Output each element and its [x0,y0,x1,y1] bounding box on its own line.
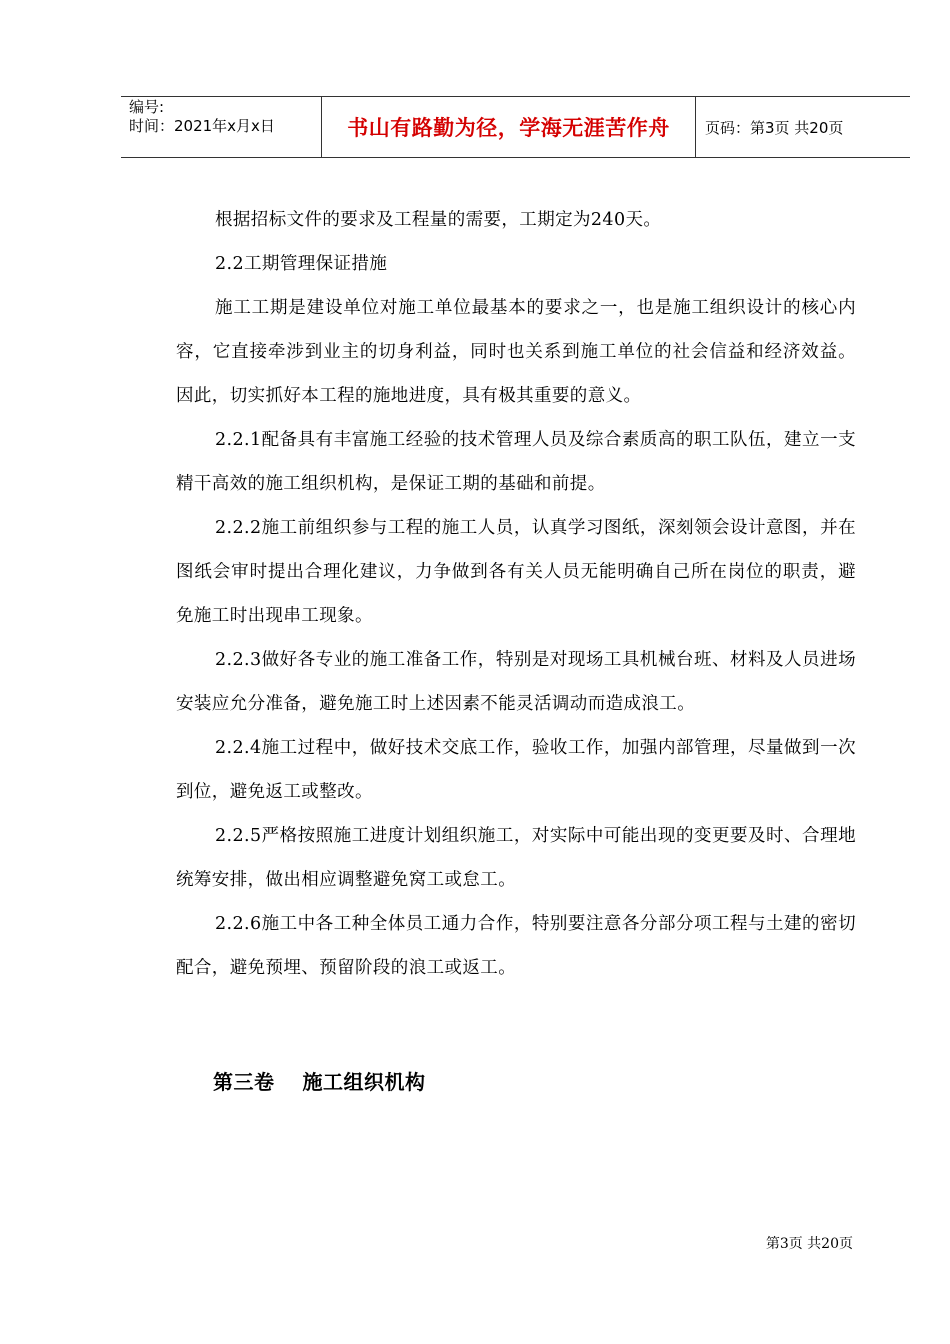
header-meta-cell [121,97,321,157]
paragraph: 根据招标文件的要求及工程量的需要，工期定为240天。 [215,210,662,230]
header-motto: 书山有路勤为径，学海无涯苦作舟 [347,116,670,140]
page-footer: 第3页 共20页 [765,1236,853,1252]
paragraph: 2.2.5严格按照施工进度计划组织施工，对实际中可能出现的变更要及时、合理地统筹安排，做出相应调整避免窝工或怠工。 [176,826,856,890]
paragraph: 施工工期是建设单位对施工单位最基本的要求之一，也是施工组织设计的核心内容，它直接牵涉到业主的切身利益，同时也关系到施工单位的社会信益和经济效益。因此，切实抓好本工程的施地进度，具有极其重要的意义。 [176,298,856,406]
header-page-cell [695,97,910,157]
paragraph: 2.2.4施工过程中，做好技术交底工作，验收工作，加强内部管理，尽量做到一次到位，避免返工或整改。 [176,738,856,802]
section-volume: 第三卷 [213,1070,275,1094]
section-title: 施工组织机构 [302,1070,426,1094]
header-page-code: 页码：第3页 共20页 [705,118,844,137]
document-body [176,198,856,990]
paragraph: 2.2.1配备具有丰富施工经验的技术管理人员及综合素质高的职工队伍，建立一支精干高效的施工组织机构，是保证工期的基础和前提。 [176,430,856,494]
header-motto-cell [321,97,696,157]
paragraph: 2.2.3做好各专业的施工准备工作，特别是对现场工具机械台班、材料及人员进场安装应允分准备，避免施工时上述因素不能灵活调动而造成浪工。 [176,650,856,714]
page-header [121,96,910,158]
paragraph: 2.2.6施工中各工种全体员工通力合作，特别要注意各分部分项工程与土建的密切配合，避免预埋、预留阶段的浪工或返工。 [176,914,856,978]
document-number-label: 编号: [129,98,165,116]
section-heading [213,1066,426,1095]
document-time-label: 时间：2021年x月x日 [129,117,275,135]
paragraph: 2.2.2施工前组织参与工程的施工人员，认真学习图纸，深刻领会设计意图，并在图纸会审时提出合理化建议，力争做到各有关人员无能明确自己所在岗位的职责，避免施工时出现串工现象。 [176,518,856,626]
subsection-heading: 2.2工期管理保证措施 [215,254,388,274]
